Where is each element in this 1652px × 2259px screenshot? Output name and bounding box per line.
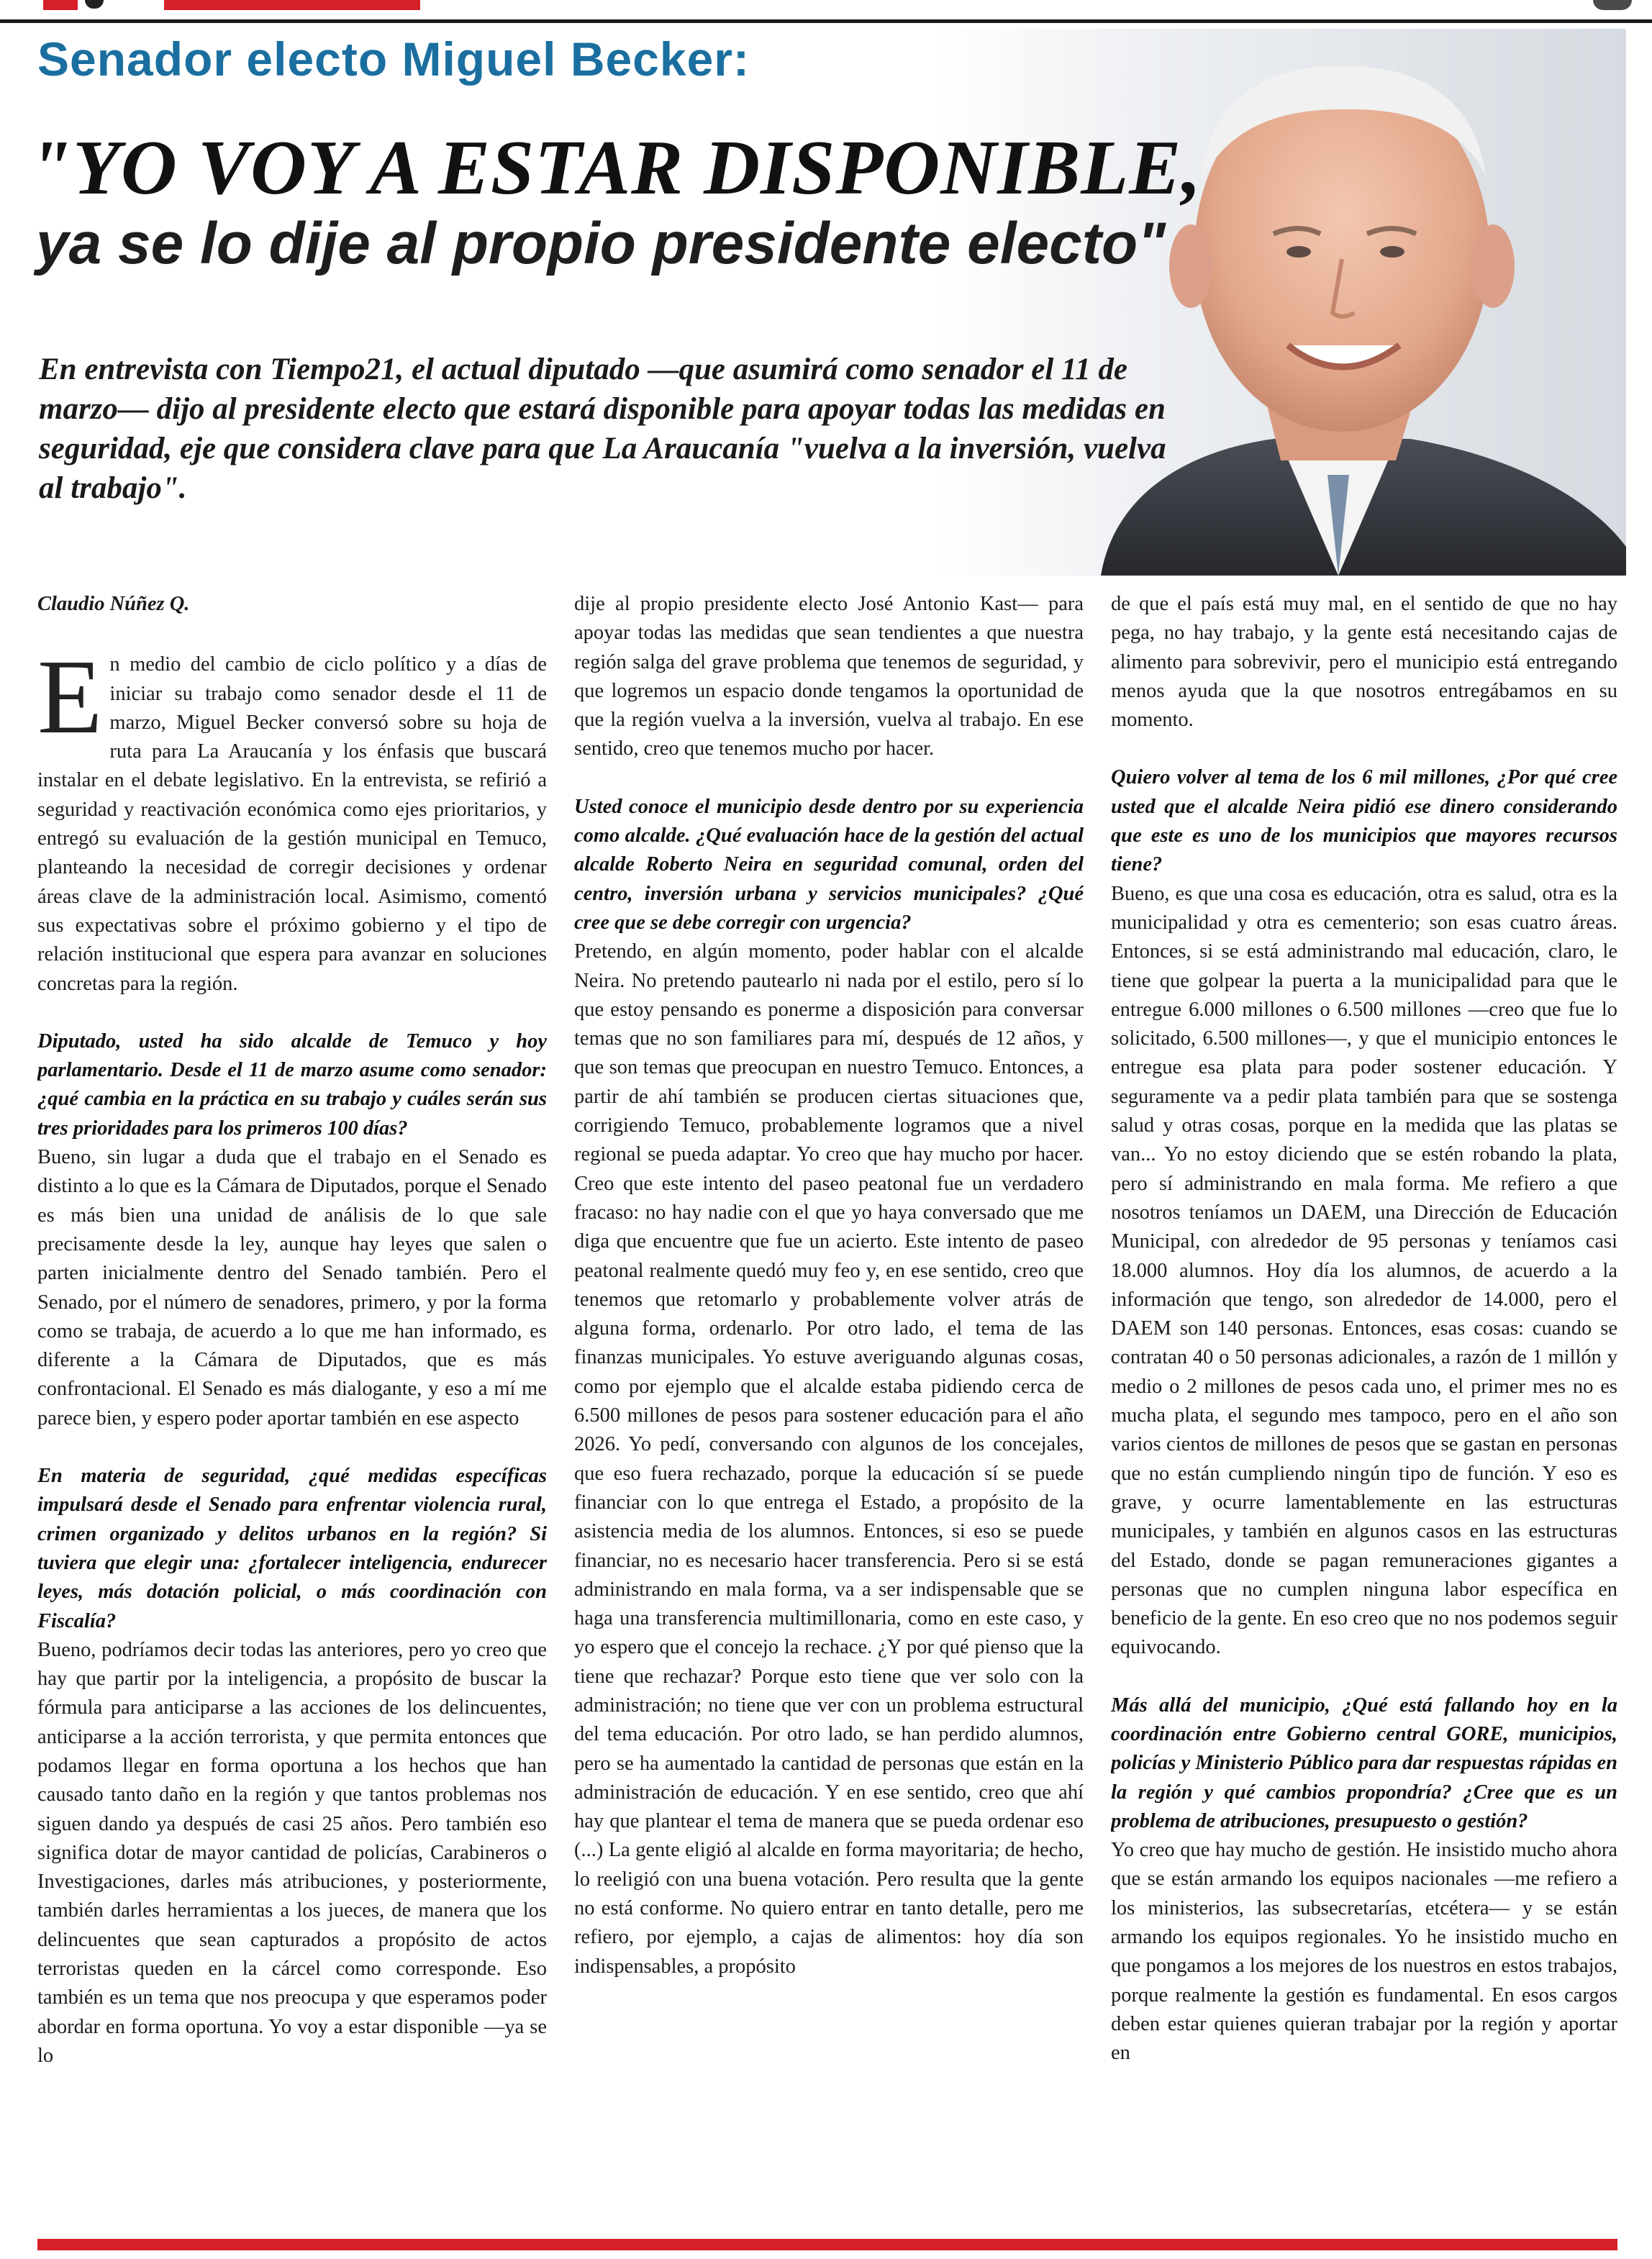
text-column-2 (574, 590, 1084, 2216)
section-label-bar (164, 0, 420, 10)
interview-question: Diputado, usted ha sido alcalde de Temuco y hoy parlamentario. Desde el 11 de marzo asume como senador: ¿qué cambia en la práctica en su trabajo y cuáles serán sus tres prioridades para los primeros 100 días? (37, 1029, 547, 1140)
interview-paragraph: Bueno, podríamos decir todas las anteriores, pero yo creo que hay que partir por la inteligencia, a propósito de buscar la fórmula para anticiparse a las acciones de los delincuentes, anticiparse a la acción terrorista, y que permita entonces que podamos llegar en forma oportuna a los hechos que han causado tanto daño en la región y que tantos problemas nos siguen dando ya después de casi 25 años. Pero también eso significa dotar de mayor cantidad de policías, Carabineros o Investigaciones, darles más atribuciones, y posteriormente, también darles herramientas a los jueces, de manera que los delincuentes que sean capturados a propósito de actos terroristas queden en la cárcel como corresponde. Eso también es un tema que nos preocupa y que esperamos poder abordar en forma oportuna. Yo voy a estar disponible —ya se lo (37, 1638, 547, 2067)
interview-question: Quiero volver al tema de los 6 mil millones, ¿Por qué cree usted que el alcalde Neira pidió ese dinero considerando que este es uno de los municipios que mayores recursos tiene? (1111, 766, 1617, 876)
interview-paragraph: de que el país está muy mal, en el sentido de que no hay pega, no hay trabajo, y la gente está necesitando cajas de alimento para sobrevivir, pero el municipio está entregando menos ayuda que la que nosotros entregábamos en su momento. (1111, 593, 1617, 732)
text-column-1 (37, 590, 547, 2216)
brand-corner-icon (1593, 0, 1632, 10)
headline-line-2: ya se lo dije al propio presidente electo" (36, 211, 1166, 276)
article-lede: En entrevista con Tiempo21, el actual diputado —que asumirá como senador el 11 de marzo— dijo al presidente electo que estará disponible para apoyar todas las medidas en seguridad, eje que considera clave para que La Araucanía "vuelva a la inversión, vuelva al trabajo". (39, 353, 1166, 505)
interview-question: En materia de seguridad, ¿qué medidas específicas impulsará desde el Senado para enfrentar violencia rural, crimen organizado y delitos urbanos en la región? Si tuviera que elegir una: ¿fortalecer inteligencia, endurecer leyes, más dotación policial, o más coordinación con Fiscalía? (37, 1465, 547, 1632)
text-column-3 (1111, 590, 1617, 2216)
headline-line-1: "YO VOY A ESTAR DISPONIBLE, (29, 125, 1202, 211)
article-kicker: Senador electo Miguel Becker: (37, 32, 750, 86)
page-top-bar (0, 0, 1652, 27)
interview-paragraph: Bueno, es que una cosa es educación, otra es salud, otra es la municipalidad y otra es cementerio; son esas cuatro áreas. Entonces, si se está administrando mal educación, claro, le tiene que golpear la puerta a la municipalidad para que le entregue 6.000 millones o 6.500 millones —creo que fue lo solicitado, 6.500 millones—, y que el municipio entonces le entregue esa plata para poder sostener educación. Y seguramente va a pedir plata también para que se sostenga salud y otras cosas, porque en la medida que las platas se van... Yo no estoy diciendo que se estén robando la plata, pero sí administrando en mala forma. Me refiero a que nosotros teníamos un DAEM, una Dirección de Educación Municipal, con alrededor de 95 personas y teníamos casi 18.000 alumnos. Hoy día los alumnos, de acuerdo a la información que tengo, son alrededor de 14.000, pero el DAEM son 140 personas. Entonces, esas cosas: cuando se contratan 40 o 50 personas adicionales, a razón de 1 millón y medio o 2 millones de pesos cada uno, el primer mes no es mucha plata, el segundo mes tampoco, pero en el año son varios cientos de millones de pesos que se gastan en personas que no están cumpliendo ningún tipo de función. Y eso es grave, y ocurre lamentablemente en las estructuras municipales, y también en algunos casos en las estructuras del Estado, donde se pagan remuneraciones gigantes a personas que no cumplen ninguna labor específica en beneficio de la gente. En eso creo que no nos podemos seguir equivocando. (1111, 882, 1617, 1659)
interview-paragraph: dije al propio presidente electo José Antonio Kast— para apoyar todas las medidas que sean tendientes a que nuestra región salga del grave problema que tenemos de seguridad, y que logremos un espacio donde tengamos la oportunidad de que la región vuelva a la inversión, vuelva al trabajo. En ese sentido, creo que tenemos mucho por hacer. (574, 593, 1084, 760)
interview-paragraph: Bueno, sin lugar a duda que el trabajo en el Senado es distinto a lo que es la Cámara de Diputados, porque el Senado es más bien una unidad de análisis de lo que sale precisamente desde la ley, aunque hay leyes que salen o parten inicialmente dentro del Senado también. Pero el Senado, por el número de senadores, primero, y por la forma como se trabaja, de acuerdo a lo que me han informado, es diferente a la Cámara de Diputados, que es más confrontacional. El Senado es más dialogante, y eso a mí me parece bien, y espero poder aportar también en ese aspecto (37, 1146, 547, 1430)
interview-question: Más allá del municipio, ¿Qué está fallando hoy en la coordinación entre Gobierno central GORE, municipios, policías y Ministerio Público para dar respuestas rápidas en la región y qué cambios propondría? ¿Cree que es un problema de atribuciones, presupuesto o gestión? (1111, 1694, 1617, 1832)
page-number-marker (85, 0, 104, 9)
header-rule (0, 19, 1652, 23)
interview-paragraph: Pretendo, en algún momento, poder hablar con el alcalde Neira. No pretendo pautearlo ni nada por el estilo, pero sí lo que estoy pensando es ponerme a disposición para conversar temas que no son familiares para mí, después de 12 años, y que son temas que preocupan en nuestro Temuco. Entonces, a partir de ahí también se producen ciertas situaciones que, corrigiendo Temuco, probablemente logramos que a nivel regional se pueda adaptar. Yo creo que hay mucho por hacer. Creo que este intento del paseo peatonal fue un verdadero fracaso: no hay nadie con el que yo haya conversado que me diga que encuentre que fue un acierto. Este intento de paseo peatonal realmente quedó muy feo y, en ese sentido, creo que tenemos que retomarlo y probablemente volver atrás de alguna forma, ordenarlo. Por otro lado, el tema de las finanzas municipales. Yo estuve averiguando algunas cosas, como por ejemplo que el alcalde estaba pidiendo cerca de 6.500 millones de pesos para sostener educación para el año 2026. Yo pedí, conversando con algunos de los concejales, que eso fuera rechazado, porque la educación sí se puede financiar con lo que entrega el Estado, a propósito de la asistencia media de los alumnos. Entonces, si eso se puede financiar, no es necesario hacer transferencia. Pero si se está administrando en mala forma, va a ser indispensable que se haga una transferencia multimillonaria, como en este caso, y yo espero que el concejo la rechace. ¿Y por qué pienso que la tiene que rechazar? Porque esto tiene que ver solo con la administración; no tiene que ver con un problema estructural del tema educación. Por otro lado, se han perdido alumnos, pero se ha aumentado la cantidad de personas que están en la administración de educación. Y en ese sentido, creo que ahí hay que plantear el tema de manera que se pueda ordenar eso (...) La gente eligió al alcalde en forma mayoritaria; de hecho, lo reeligió con una buena votación. Pero resulta que la gente no está conforme. No quiero entrar en tanto detalle, pero me refiero, por ejemplo, a cajas de alimentos: hoy día son indispensables, a propósito (574, 940, 1084, 1978)
section-tab-marker (43, 0, 78, 10)
page-bottom-rule (37, 2239, 1617, 2250)
intro-paragraph: En medio del cambio de ciclo político y a días de iniciar su trabajo como senador desde el 11 de marzo, Miguel Becker conversó sobre su hoja de ruta para La Araucanía y los énfasis que buscará instalar en el debate legislativo. En la entrevista, se refirió a seguridad y reactivación económica como ejes prioritarios, y entregó su evaluación de la gestión municipal en Temuco, planteando la necesidad de corregir decisiones y ordenar áreas clave de la administración local. Asimismo, comentó sus expectativas sobre el próximo gobierno y el tipo de relación institucional que espera para avanzar en soluciones concretas para la región. (37, 638, 547, 995)
byline: Claudio Núñez Q. (37, 593, 190, 615)
interview-question: Usted conoce el municipio desde dentro por su experiencia como alcalde. ¿Qué evaluación hace de la gestión del actual alcalde Roberto Neira en seguridad comunal, orden del centro, inversión urbana y servicios municipales? ¿Qué cree que se debe corregir con urgencia? (574, 795, 1084, 934)
article-body (37, 590, 1617, 2216)
interview-paragraph: Yo creo que hay mucho de gestión. He insistido mucho ahora que se están armando los equipos nacionales —me refiero a los ministerios, las subsecretarías, etcétera— y se están armando los equipos regionales. Yo he insistido mucho en que pongamos a los mejores de los nuestros en estos trabajos, porque realmente la gestión es fundamental. En esos cargos deben estar quienes quieran trabajar por la región y aportar en (1111, 1839, 1617, 2065)
